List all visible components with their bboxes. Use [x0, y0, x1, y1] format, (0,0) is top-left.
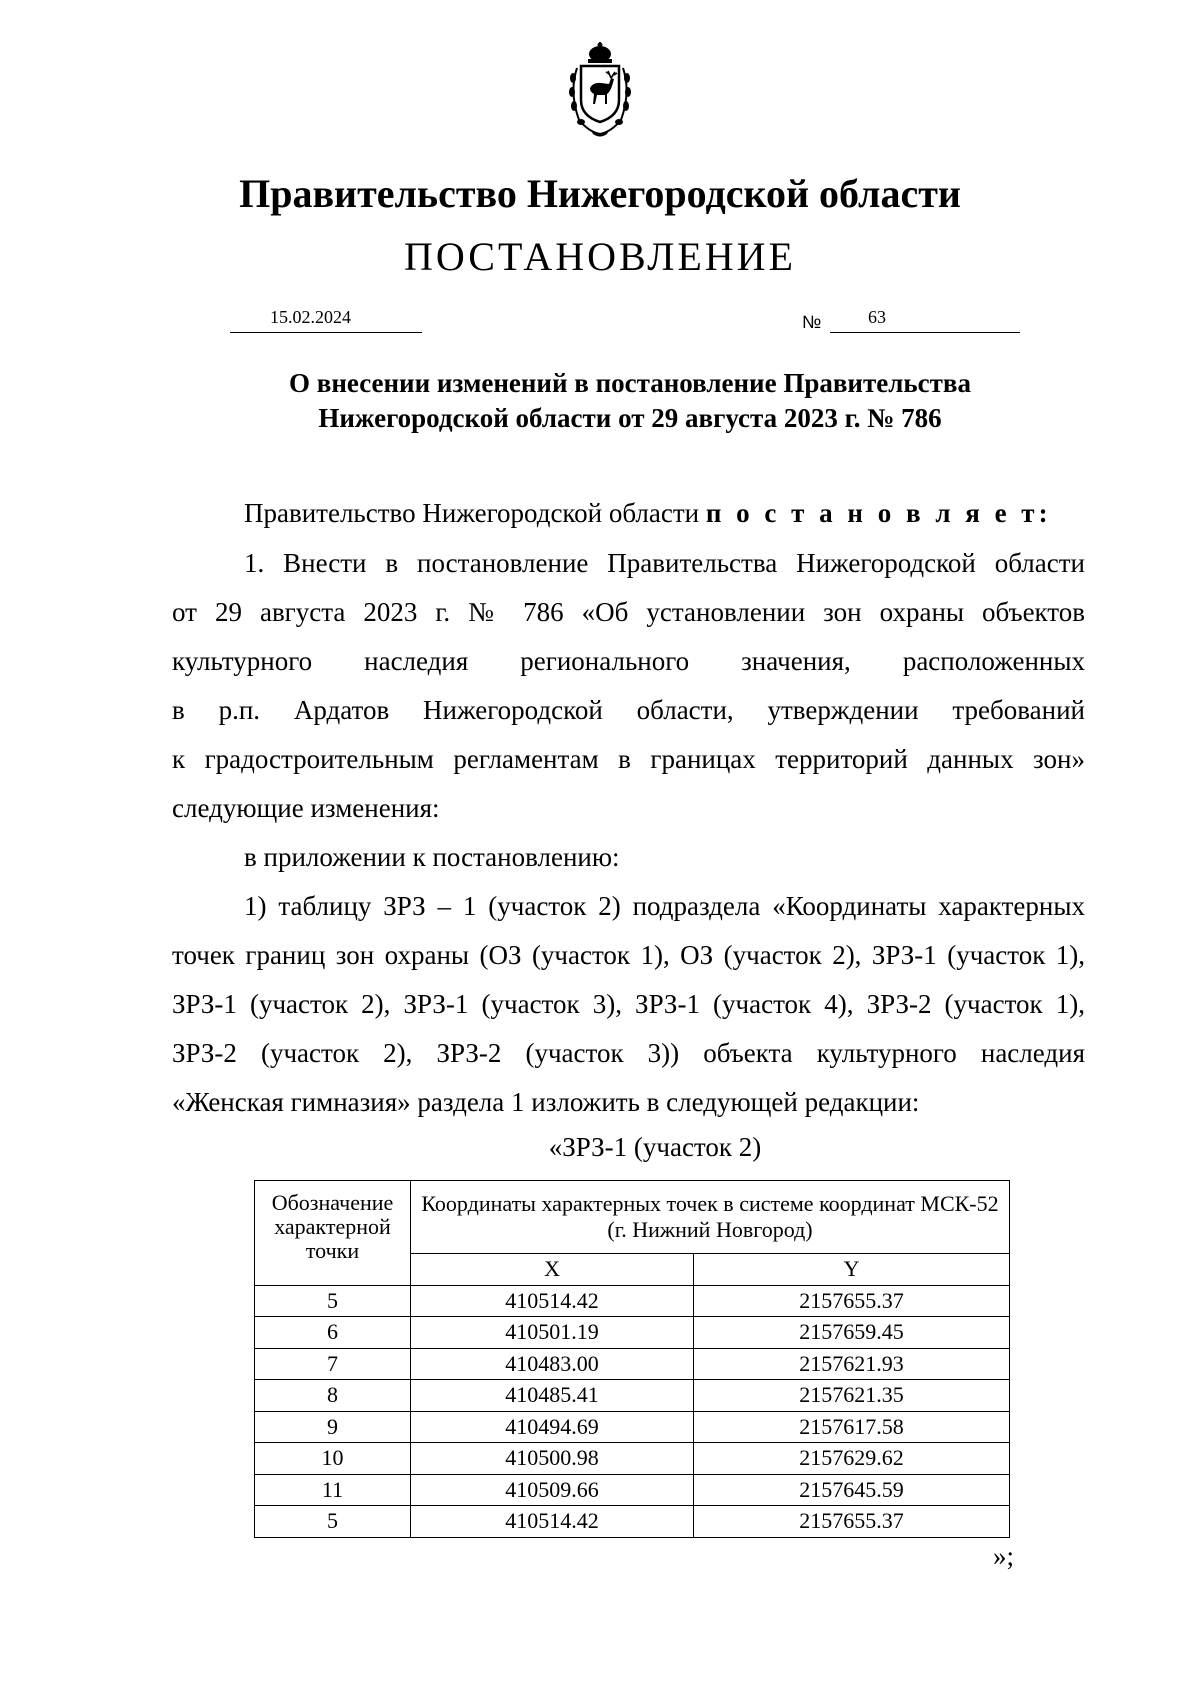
government-name: Правительство Нижегородской области — [239, 171, 961, 216]
p3-line-2: точек границ зон охраны (ОЗ (участок 1), ОЗ (участок 2), ЗРЗ-1 (участок 1), — [172, 940, 1085, 970]
table-row — [255, 1317, 1010, 1349]
y-cell: 2157659.45 — [694, 1317, 1010, 1349]
title-line-2: Нижегородской области от 29 августа 2023 г. № 786 — [318, 403, 942, 433]
y-cell: 2157629.62 — [694, 1443, 1010, 1475]
coordinates-table — [254, 1180, 1010, 1538]
y-cell: 2157655.37 — [694, 1506, 1010, 1538]
document-number: 63 — [868, 307, 886, 327]
y-cell: 2157621.93 — [694, 1348, 1010, 1380]
point-cell: 10 — [255, 1443, 411, 1475]
p1-line-6: следующие изменения: — [172, 793, 440, 823]
table-row — [255, 1443, 1010, 1475]
col-coordinates-header: Координаты характерных точек в системе координат МСК-52 (г. Нижний Новгород) — [411, 1181, 1010, 1254]
y-cell: 2157645.59 — [694, 1474, 1010, 1506]
y-cell: 2157621.35 — [694, 1380, 1010, 1412]
col-point-header: Обозначение характерной точки — [255, 1181, 411, 1286]
table-header-row — [255, 1181, 1010, 1254]
x-cell: 410501.19 — [411, 1317, 694, 1349]
x-cell: 410509.66 — [411, 1474, 694, 1506]
table-row — [255, 1348, 1010, 1380]
point-cell: 11 — [255, 1474, 411, 1506]
intro-text: Правительство Нижегородской области — [244, 498, 700, 528]
table-row — [255, 1411, 1010, 1443]
closing-quote: »; — [993, 1541, 1015, 1571]
col-x-header: X — [411, 1254, 694, 1286]
p3-line-4: ЗРЗ-2 (участок 2), ЗРЗ-2 (участок 3)) объекта культурного наследия — [172, 1038, 1085, 1068]
x-cell: 410485.41 — [411, 1380, 694, 1412]
table-row — [255, 1285, 1010, 1317]
document-type: ПОСТАНОВЛЕНИЕ — [404, 234, 796, 279]
number-underline — [830, 300, 1020, 333]
x-cell: 410483.00 — [411, 1348, 694, 1380]
p3-line-1: 1) таблицу ЗРЗ – 1 (участок 2) подраздела «Координаты характерных — [244, 891, 1085, 921]
point-cell: 5 — [255, 1506, 411, 1538]
y-cell: 2157617.58 — [694, 1411, 1010, 1443]
intro-decree-word: п о с т а н о в л я е т: — [705, 498, 1052, 528]
p1-line-3: культурного наследия регионального значения, расположенных — [172, 646, 1085, 676]
x-cell: 410494.69 — [411, 1411, 694, 1443]
coat-of-arms-emblem — [563, 42, 637, 138]
p1-line-2: от 29 августа 2023 г. № 786 «Об установлении зон охраны объектов — [172, 597, 1085, 627]
point-cell: 6 — [255, 1317, 411, 1349]
x-cell: 410500.98 — [411, 1443, 694, 1475]
p1-line-5: к градостроительным регламентам в границах территорий данных зон» — [172, 744, 1085, 774]
table-caption: «ЗРЗ-1 (участок 2) — [548, 1132, 762, 1162]
col-y-header: Y — [694, 1254, 1010, 1286]
point-cell: 5 — [255, 1285, 411, 1317]
p1-line-4: в р.п. Ардатов Нижегородской области, утверждении требований — [172, 695, 1085, 725]
document-title — [0, 366, 1200, 436]
point-cell: 8 — [255, 1380, 411, 1412]
table-row — [255, 1506, 1010, 1538]
number-sign: № — [802, 312, 822, 332]
p2-text: в приложении к постановлению: — [244, 842, 620, 872]
p3-line-3: ЗРЗ-1 (участок 2), ЗРЗ-1 (участок 3), ЗРЗ-1 (участок 4), ЗРЗ-2 (участок 1), — [172, 989, 1085, 1019]
document-date: 15.02.2024 — [270, 307, 351, 327]
table-row — [255, 1380, 1010, 1412]
y-cell: 2157655.37 — [694, 1285, 1010, 1317]
table-row — [255, 1474, 1010, 1506]
title-line-1: О внесении изменений в постановление Правительства — [289, 368, 971, 398]
point-cell: 7 — [255, 1348, 411, 1380]
x-cell: 410514.42 — [411, 1506, 694, 1538]
x-cell: 410514.42 — [411, 1285, 694, 1317]
p3-line-5: «Женская гимназия» раздела 1 изложить в следующей редакции: — [172, 1087, 920, 1117]
point-cell: 9 — [255, 1411, 411, 1443]
intro-paragraph — [244, 498, 1052, 528]
p1-line-1: 1. Внести в постановление Правительства Нижегородской области — [244, 548, 1085, 578]
